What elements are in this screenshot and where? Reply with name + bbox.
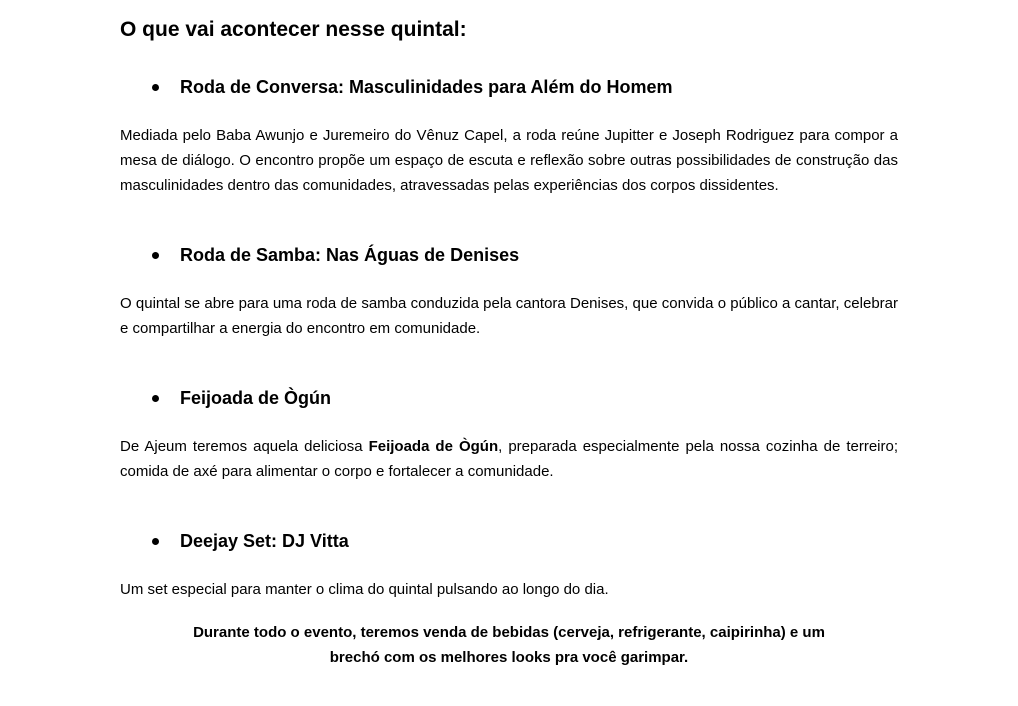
event-item-heading [120,387,898,409]
event-item-title: Roda de Samba: Nas Águas de Denises [180,245,520,265]
event-item-title: Roda de Conversa: Masculinidades para Além do Homem [180,77,673,97]
footer-note [120,620,898,670]
event-item-description: Mediada pelo Baba Awunjo e Juremeiro do Vênuz Capel, a roda reúne Jupitter e Joseph Rodriguez para compor a mesa de diálogo. O encontro propõe um espaço de escuta e reflexão sobre outras possibilidades de construção das masculinidades dentro das comunidades, atravessadas pelas experiências dos corpos dissidentes. [120,127,898,194]
event-item-title: Feijoada de Ògún [180,388,332,408]
event-item-title: Deejay Set: DJ Vitta [180,531,349,551]
event-item-description: Um set especial para manter o clima do quintal pulsando ao longo do dia. [120,581,609,598]
description-bold-phrase: Feijoada de Ògún [368,438,499,455]
bullet-icon [152,538,159,545]
bullet-icon [152,395,159,402]
footer-note-line: brechó com os melhores looks pra você garimpar. [329,649,689,666]
footer-note-line: Durante todo o evento, teremos venda de bebidas (cerveja, refrigerante, caipirinha) e um [193,624,825,641]
event-item-heading [120,244,898,266]
event-section-roda-de-conversa [120,76,898,198]
description-text: De Ajeum teremos aquela deliciosa [120,438,369,455]
event-item-heading [120,530,898,552]
bullet-icon [152,252,159,259]
event-section-roda-de-samba [120,244,898,341]
event-section-feijoada [120,387,898,484]
event-item-description [120,434,898,484]
description-text: , preparada especialmente pela nossa cozinha de terreiro; comida de axé para alimentar o corpo e fortalecer a comunidade. [120,438,898,480]
event-section-deejay-set [120,530,898,602]
event-item-description: O quintal se abre para uma roda de samba conduzida pela cantora Denises, que convida o público a cantar, celebrar e compartilhar a energia do encontro em comunidade. [120,295,898,337]
page-title: O que vai acontecer nesse quintal: [120,18,467,41]
bullet-icon [152,84,159,91]
event-item-heading [120,76,898,98]
